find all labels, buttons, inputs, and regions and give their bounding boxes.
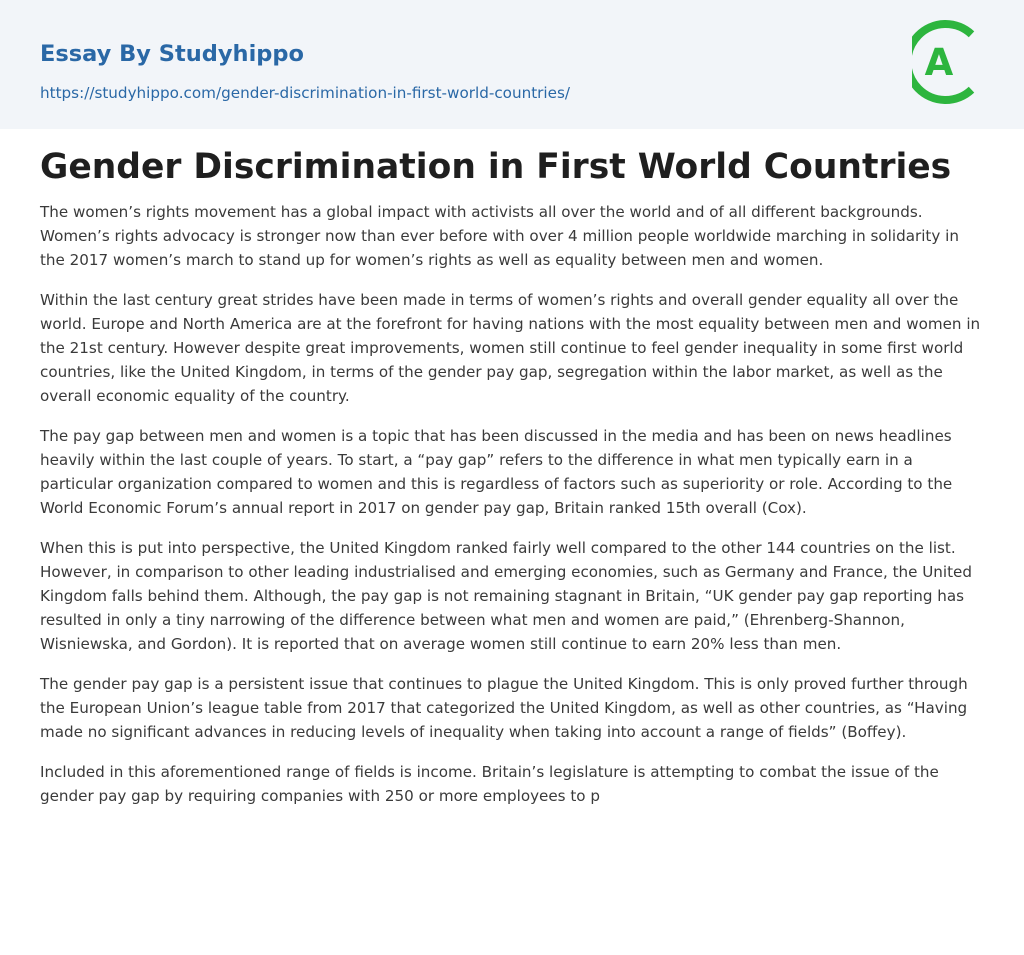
studyhippo-logo-icon[interactable] [912, 19, 986, 105]
article-title: Gender Discrimination in First World Countries [40, 147, 952, 187]
site-header [0, 0, 1024, 129]
article-paragraph-6: Included in this aforementioned range of fields is income. Britain’s legislature is attempting to combat the issue of the gender pay gap by requiring companies with 250 or more employees to p [40, 763, 939, 805]
source-url-link[interactable]: https://studyhippo.com/gender-discrimination-in-first-world-countries/ [40, 84, 571, 102]
article [40, 144, 984, 824]
article-paragraph-1: The women’s rights movement has a global impact with activists all over the world and of all different backgrounds. Women’s rights advocacy is stronger now than ever before with over 4 million people worldwide marching in solidarity in the 2017 women’s march to stand up for women’s rights as well as equality between men and women. [40, 203, 959, 269]
article-paragraph-4: When this is put into perspective, the United Kingdom ranked fairly well compared to the other 144 countries on the list. However, in comparison to other leading industrialised and emerging economies, such as Germany and France, the United Kingdom falls behind them. Although, the pay gap is not remaining stagnant in Britain, “UK gender pay gap reporting has resulted in only a tiny narrowing of the difference between what men and women are paid,” (Ehrenberg-Shannon, Wisniewska, and Gordon). It is reported that on average women still continue to earn 20% less than men. [40, 539, 972, 653]
article-paragraph-2: Within the last century great strides have been made in terms of women’s rights and overall gender equality all over the world. Europe and North America are at the forefront for having nations with the most equality between men and women in the 21st century. However despite great improvements, women still continue to feel gender inequality in some first world countries, like the United Kingdom, in terms of the gender pay gap, segregation within the labor market, as well as the overall economic equality of the country. [40, 291, 981, 405]
article-paragraph-5: The gender pay gap is a persistent issue that continues to plague the United Kingdom. This is only proved further through the European Union’s league table from 2017 that categorized the United Kingdom, as well as other countries, as “Having made no significant advances in reducing levels of inequality when taking into account a range of fields” (Boffey). [40, 675, 968, 741]
logo-letter: A [924, 41, 954, 84]
article-paragraph-3: The pay gap between men and women is a topic that has been discussed in the media and has been on news headlines heavily within the last couple of years. To start, a “pay gap” refers to the difference in what men typically earn in a particular organization compared to women and this is regardless of factors such as superiority or role. According to the World Economic Forum’s annual report in 2017 on gender pay gap, Britain ranked 15th overall (Cox). [40, 427, 953, 517]
site-title[interactable]: Essay By Studyhippo [40, 41, 304, 67]
